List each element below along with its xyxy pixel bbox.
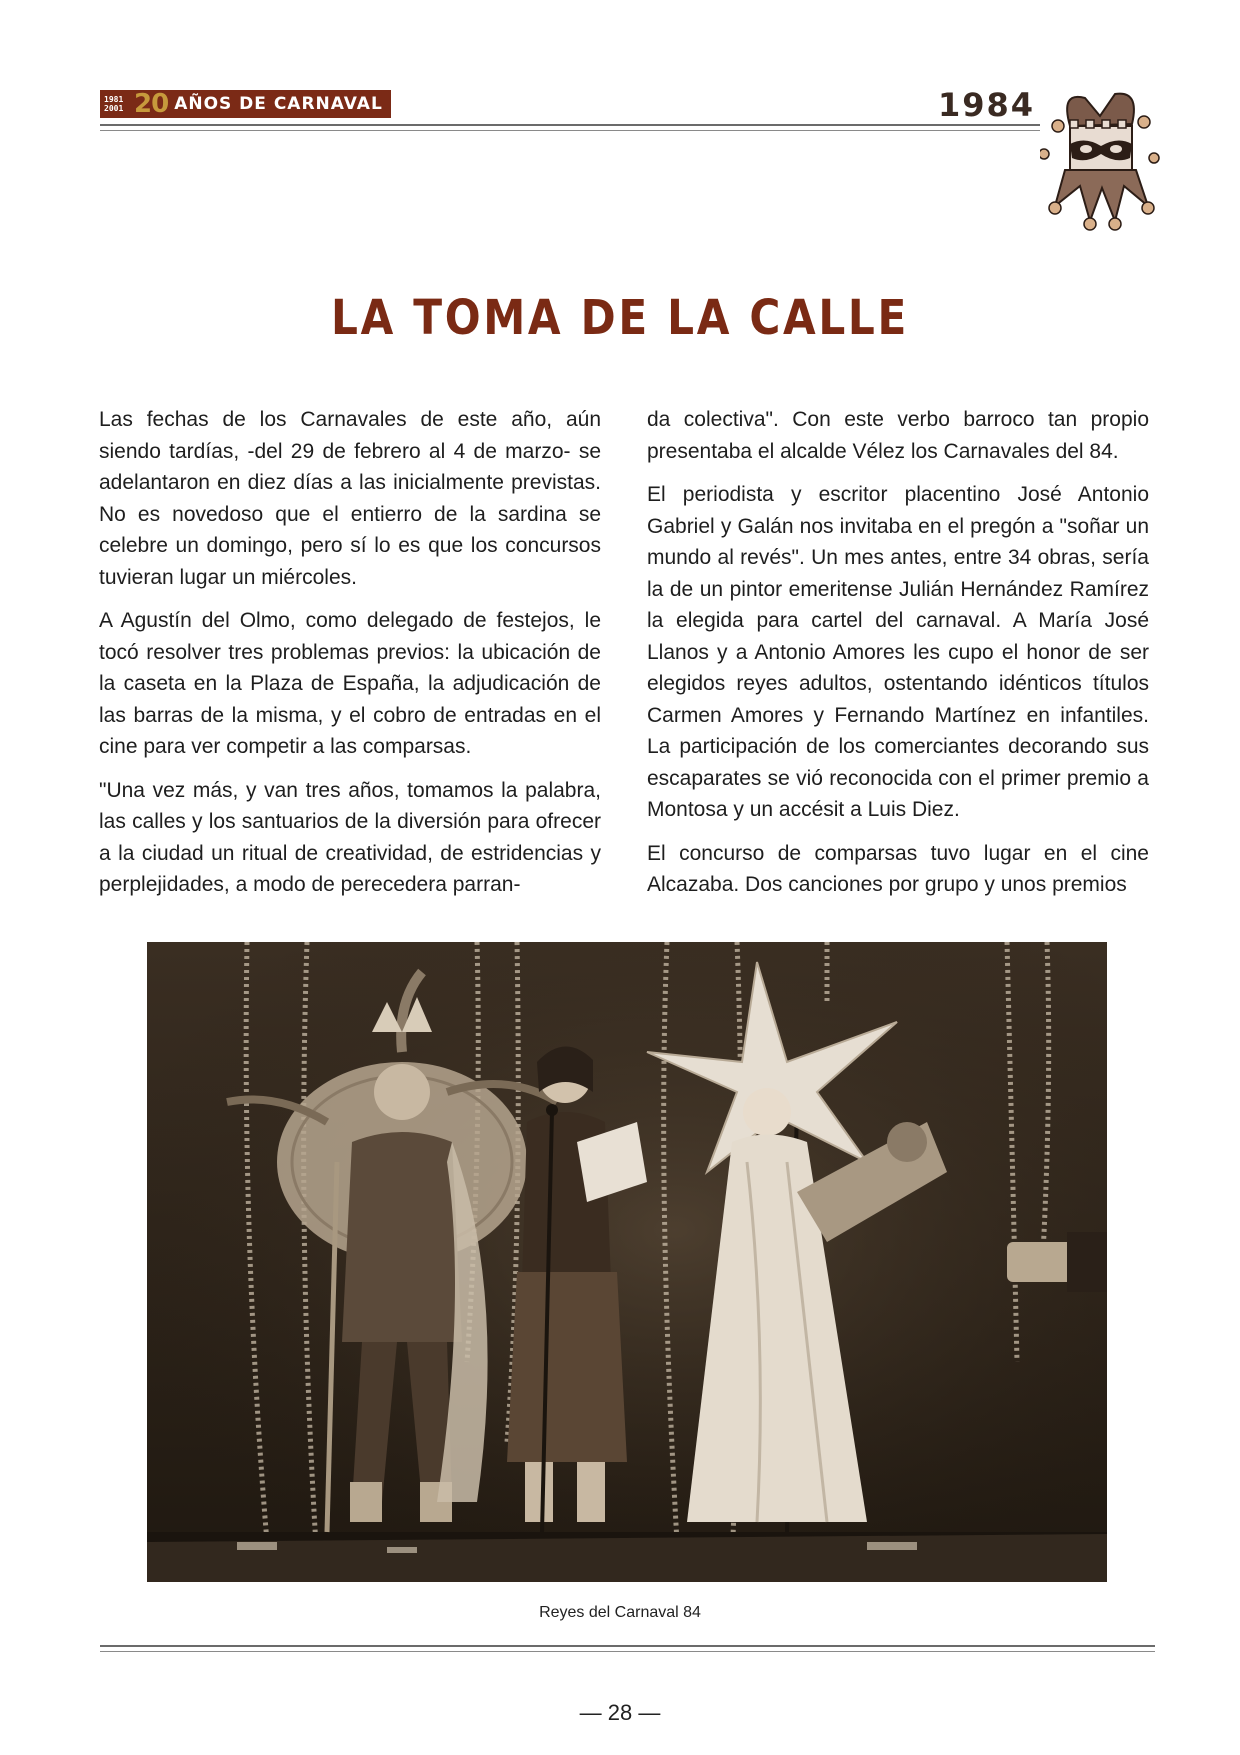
- badge-title: AÑOS DE CARNAVAL: [174, 94, 383, 114]
- footer-rule-thin: [100, 1651, 1155, 1652]
- paragraph: "Una vez más, y van tres años, tomamos la palabra, las calles y los santuarios de la diversión para ofrecer a la ciudad un ritual de creatividad, de estridencias y perplejidades, a modo de perecedera parran-: [99, 778, 601, 896]
- jester-mask-castle-icon: [1040, 86, 1160, 238]
- article-left-column: [99, 404, 601, 913]
- paragraph: Las fechas de los Carnavales de este año, aún siendo tardías, -del 29 de febrero al 4 de marzo- se adelantaron en diez días a las inicialmente previstas. No es novedoso que el entierro de la sardina se celebre un domingo, pero sí lo es que los concursos tuvieran lugar un miércoles.: [99, 408, 601, 589]
- footer-rule: [100, 1645, 1155, 1647]
- paragraph: A Agustín del Olmo, como delegado de festejos, le tocó resolver tres problemas previos: la ubicación de la caseta en la Plaza de España, la adjudicación de las barras de la misma, y el cobro de entradas en el cine para ver competir a las comparsas.: [99, 609, 601, 758]
- header-rule-thin: [100, 130, 1040, 131]
- badge-year-end: 2001: [104, 104, 124, 113]
- paragraph: El concurso de comparsas tuvo lugar en el cine Alcazaba. Dos canciones por grupo y unos premios: [647, 841, 1149, 896]
- series-badge: [100, 90, 391, 118]
- article-right-column: [647, 404, 1149, 913]
- photo-caption: Reyes del Carnaval 84: [539, 1604, 701, 1621]
- badge-number: 20: [134, 89, 169, 119]
- badge-years: [100, 90, 132, 118]
- header-rule: [100, 124, 1040, 126]
- header-year: 1984: [937, 86, 1035, 124]
- carnival-kings-photo: [147, 942, 1107, 1582]
- paragraph: da colectiva". Con este verbo barroco tan propio presentaba el alcalde Vélez los Carnavales del 84.: [647, 408, 1149, 463]
- paragraph: El periodista y escritor placentino José Antonio Gabriel y Galán nos invitaba en el pregón a "soñar un mundo al revés". Un mes antes, entre 34 obras, sería la de un pintor emeritense Julián Hernández Ramírez la elegida para cartel del carnaval. A María José Llanos y a Antonio Amores les cupo el honor de ser elegidos reyes adultos, ostentando idénticos títulos Carmen Amores y Fernando Martínez en infantiles. La participación de los comerciantes decorando sus escaparates se vió reconocida con el primer premio a Montosa y un accésit a Luis Diez.: [647, 483, 1149, 821]
- badge-year-start: 1981: [104, 95, 124, 104]
- article-title: LA TOMA DE LA CALLE: [331, 290, 909, 346]
- page-number: — 28 —: [579, 1700, 661, 1725]
